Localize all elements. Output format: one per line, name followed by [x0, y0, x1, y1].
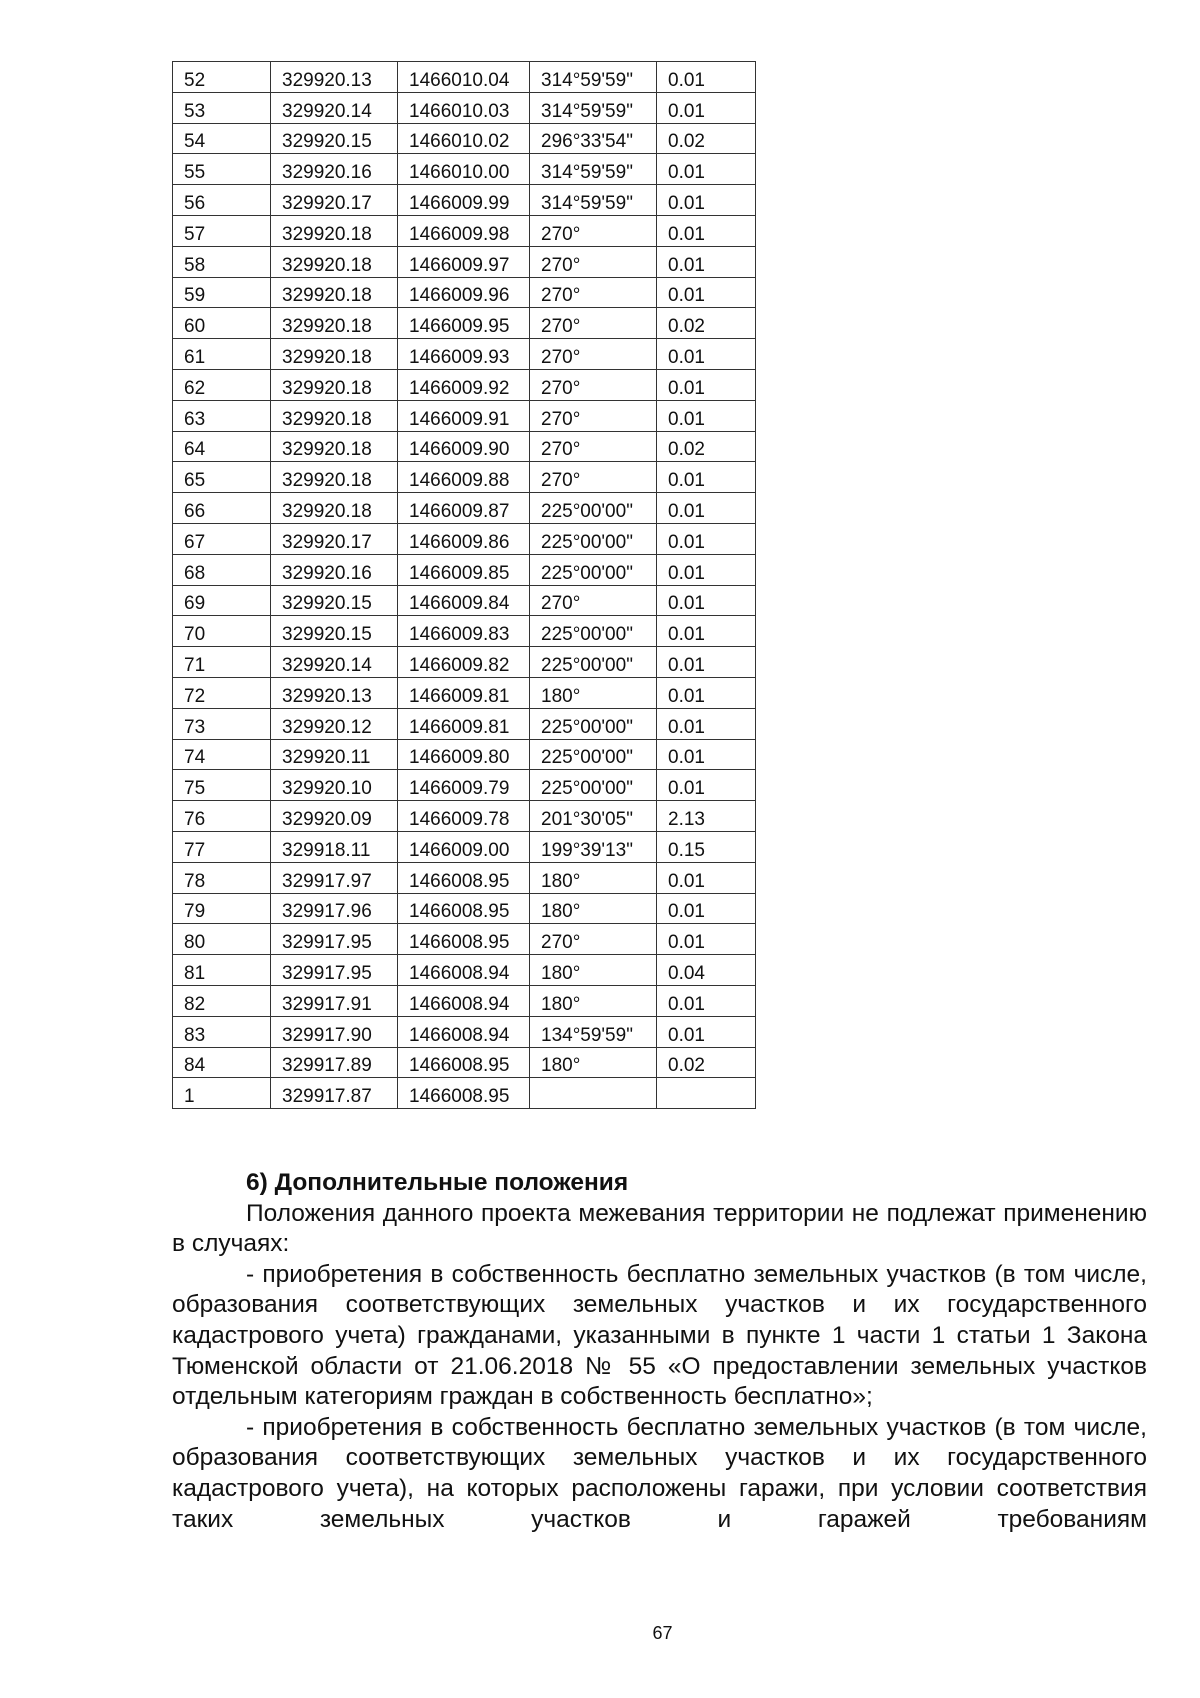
table-cell: 1466009.81: [398, 677, 530, 708]
table-cell: 329920.18: [271, 431, 398, 462]
table-row: [173, 1047, 756, 1078]
table-cell: 76: [173, 801, 271, 832]
table-cell: 1466009.98: [398, 215, 530, 246]
table-cell: 0.01: [657, 493, 756, 524]
table-cell: 329920.18: [271, 308, 398, 339]
table-cell: 225°00'00": [530, 739, 657, 770]
table-cell: 329917.91: [271, 985, 398, 1016]
table-cell: 82: [173, 985, 271, 1016]
table-cell: 1466008.95: [398, 893, 530, 924]
table-cell: 225°00'00": [530, 523, 657, 554]
table-cell: 329917.87: [271, 1078, 398, 1109]
table-cell: 329920.15: [271, 585, 398, 616]
table-cell: 329920.18: [271, 369, 398, 400]
table-row: [173, 1016, 756, 1047]
table-cell: 314°59'59": [530, 92, 657, 123]
table-cell: 0.01: [657, 523, 756, 554]
table-cell: 0.01: [657, 185, 756, 216]
table-cell: 314°59'59": [530, 154, 657, 185]
table-cell: 73: [173, 708, 271, 739]
table-cell: 57: [173, 215, 271, 246]
table-cell: 314°59'59": [530, 62, 657, 93]
table-cell: 180°: [530, 893, 657, 924]
table-cell: 61: [173, 339, 271, 370]
table-cell: 0.01: [657, 585, 756, 616]
section-title: 6) Дополнительные положения: [246, 1169, 629, 1196]
table-cell: 0.01: [657, 62, 756, 93]
table-cell: 134°59'59": [530, 1016, 657, 1047]
table-cell: 0.15: [657, 831, 756, 862]
table-cell: 64: [173, 431, 271, 462]
table-cell: 81: [173, 955, 271, 986]
table-cell: 270°: [530, 246, 657, 277]
table-cell: 0.02: [657, 1047, 756, 1078]
table-row: [173, 369, 756, 400]
table-row: [173, 62, 756, 93]
table-cell: 314°59'59": [530, 185, 657, 216]
table-cell: 74: [173, 739, 271, 770]
table-cell: 0.01: [657, 339, 756, 370]
table-cell: 329917.90: [271, 1016, 398, 1047]
table-cell: 0.01: [657, 277, 756, 308]
table-cell: 1466010.00: [398, 154, 530, 185]
table-cell: 1466008.95: [398, 862, 530, 893]
table-cell: 329917.97: [271, 862, 398, 893]
table-cell: 1466009.97: [398, 246, 530, 277]
table-cell: 270°: [530, 400, 657, 431]
table-cell: 70: [173, 616, 271, 647]
table-row: [173, 246, 756, 277]
table-cell: 0.01: [657, 647, 756, 678]
table-cell: 329920.17: [271, 185, 398, 216]
table-row: [173, 1078, 756, 1109]
table-cell: 329920.14: [271, 647, 398, 678]
table-cell: 270°: [530, 431, 657, 462]
table-cell: 225°00'00": [530, 493, 657, 524]
table-cell: 0.01: [657, 985, 756, 1016]
table-cell: 1466010.03: [398, 92, 530, 123]
table-cell: 78: [173, 862, 271, 893]
table-cell: 63: [173, 400, 271, 431]
table-row: [173, 154, 756, 185]
table-cell: 270°: [530, 308, 657, 339]
table-cell: 72: [173, 677, 271, 708]
table-row: [173, 339, 756, 370]
table-cell: 329920.18: [271, 339, 398, 370]
table-cell: 80: [173, 924, 271, 955]
table-row: [173, 277, 756, 308]
table-cell: 0.02: [657, 308, 756, 339]
table-cell: 1466008.95: [398, 1047, 530, 1078]
table-cell: 0.01: [657, 677, 756, 708]
table-cell: 1466009.78: [398, 801, 530, 832]
table-cell: 329920.12: [271, 708, 398, 739]
table-cell: 329920.17: [271, 523, 398, 554]
table-cell: 0.01: [657, 893, 756, 924]
table-cell: 1466009.92: [398, 369, 530, 400]
table-cell: 68: [173, 554, 271, 585]
table-cell: 0.01: [657, 708, 756, 739]
table-cell: 1466008.94: [398, 1016, 530, 1047]
table-cell: 69: [173, 585, 271, 616]
table-row: [173, 801, 756, 832]
table-cell: 225°00'00": [530, 708, 657, 739]
table-cell: 329920.16: [271, 154, 398, 185]
table-row: [173, 308, 756, 339]
table-cell: 79: [173, 893, 271, 924]
table-cell: 199°39'13": [530, 831, 657, 862]
table-row: [173, 215, 756, 246]
table-cell: 296°33'54": [530, 123, 657, 154]
table-cell: 1466008.94: [398, 955, 530, 986]
table-cell: 0.01: [657, 862, 756, 893]
table-cell: 1466009.87: [398, 493, 530, 524]
paragraph-intro: Положения данного проекта межевания территории не подлежат применению в случаях:: [172, 1199, 1147, 1258]
table-cell: 59: [173, 277, 271, 308]
table-cell: 329917.95: [271, 924, 398, 955]
table-cell: 2.13: [657, 801, 756, 832]
table-cell: 1466009.93: [398, 339, 530, 370]
table-cell: 329920.14: [271, 92, 398, 123]
table-row: [173, 431, 756, 462]
table-row: [173, 123, 756, 154]
table-cell: 1466009.00: [398, 831, 530, 862]
table-cell: 270°: [530, 369, 657, 400]
table-cell: 65: [173, 462, 271, 493]
table-cell: 329918.11: [271, 831, 398, 862]
table-cell: 0.01: [657, 154, 756, 185]
table-cell: 62: [173, 369, 271, 400]
table-cell: 75: [173, 770, 271, 801]
table-cell: 180°: [530, 862, 657, 893]
table-cell: 0.01: [657, 554, 756, 585]
table-cell: 329917.89: [271, 1047, 398, 1078]
table-cell: 329920.18: [271, 400, 398, 431]
table-cell: 0.01: [657, 770, 756, 801]
table-cell: 270°: [530, 585, 657, 616]
table-cell: 1466009.91: [398, 400, 530, 431]
paragraph-item-2: - приобретения в собственность бесплатно земельных участков (в том числе, образования соответствующих земельных участков и их государственного кадастрового учета), на которых расположены гаражи, при условии соответствия таких земельных участков и гаражей требованиям: [172, 1413, 1147, 1533]
table-cell: 329920.13: [271, 677, 398, 708]
table-cell: 1466009.82: [398, 647, 530, 678]
table-cell: 83: [173, 1016, 271, 1047]
table-row: [173, 493, 756, 524]
table-cell: 329920.18: [271, 493, 398, 524]
table-cell: 1466009.80: [398, 739, 530, 770]
table-row: [173, 185, 756, 216]
table-cell: 270°: [530, 924, 657, 955]
table-cell: 0.01: [657, 616, 756, 647]
table-row: [173, 770, 756, 801]
table-cell: 180°: [530, 1047, 657, 1078]
table-cell: 329920.15: [271, 616, 398, 647]
table-cell: 0.01: [657, 215, 756, 246]
table-cell: 0.01: [657, 739, 756, 770]
table-cell: 53: [173, 92, 271, 123]
table-row: [173, 554, 756, 585]
table-cell: 329920.18: [271, 246, 398, 277]
additional-provisions-section: [172, 1168, 1147, 1535]
coordinates-table-body: [173, 62, 756, 1109]
paragraph-item-1: - приобретения в собственность бесплатно земельных участков (в том числе, образования соответствующих земельных участков и их государственного кадастрового учета) гражданами, указанными в пункте 1 части 1 статьи 1 Закона Тюменской области от 21.06.2018 № 55 «О предоставлении земельных участков отдельным категориям граждан в собственность бесплатно»;: [172, 1260, 1147, 1411]
table-row: [173, 708, 756, 739]
table-row: [173, 647, 756, 678]
table-cell: 0.01: [657, 92, 756, 123]
table-cell: 1466009.95: [398, 308, 530, 339]
table-cell: 1466009.84: [398, 585, 530, 616]
table-cell: 67: [173, 523, 271, 554]
table-cell: 0.01: [657, 924, 756, 955]
table-cell: 329920.18: [271, 277, 398, 308]
table-cell: 1466009.86: [398, 523, 530, 554]
table-cell: 55: [173, 154, 271, 185]
table-row: [173, 862, 756, 893]
table-row: [173, 739, 756, 770]
table-cell: 180°: [530, 985, 657, 1016]
table-cell: 84: [173, 1047, 271, 1078]
table-cell: 0.02: [657, 431, 756, 462]
table-cell: 329920.09: [271, 801, 398, 832]
table-row: [173, 616, 756, 647]
table-cell: 329920.15: [271, 123, 398, 154]
table-cell: 329920.10: [271, 770, 398, 801]
table-cell: 201°30'05": [530, 801, 657, 832]
table-cell: 329917.96: [271, 893, 398, 924]
coordinates-table: [172, 61, 756, 1109]
table-cell: 1466009.88: [398, 462, 530, 493]
table-cell: 1466009.85: [398, 554, 530, 585]
table-row: [173, 523, 756, 554]
table-cell: 52: [173, 62, 271, 93]
table-cell: 270°: [530, 339, 657, 370]
table-row: [173, 924, 756, 955]
table-cell: 225°00'00": [530, 647, 657, 678]
table-cell: 180°: [530, 955, 657, 986]
table-cell: 329920.18: [271, 462, 398, 493]
table-cell: 270°: [530, 462, 657, 493]
table-row: [173, 677, 756, 708]
table-cell: 1466008.95: [398, 924, 530, 955]
table-cell: 0.01: [657, 1016, 756, 1047]
table-row: [173, 893, 756, 924]
table-row: [173, 831, 756, 862]
table-cell: 329920.18: [271, 215, 398, 246]
table-cell: 66: [173, 493, 271, 524]
table-cell: 1466009.99: [398, 185, 530, 216]
table-row: [173, 955, 756, 986]
table-cell: 0.01: [657, 369, 756, 400]
table-cell: 71: [173, 647, 271, 678]
table-cell: 225°00'00": [530, 554, 657, 585]
table-cell: 56: [173, 185, 271, 216]
table-cell: 329917.95: [271, 955, 398, 986]
table-cell: 1466008.95: [398, 1078, 530, 1109]
table-cell: 0.02: [657, 123, 756, 154]
table-cell: 0.01: [657, 246, 756, 277]
table-cell: 0.04: [657, 955, 756, 986]
table-row: [173, 92, 756, 123]
table-cell: 1466009.90: [398, 431, 530, 462]
table-cell: 54: [173, 123, 271, 154]
table-row: [173, 400, 756, 431]
table-cell: 270°: [530, 215, 657, 246]
table-cell: 329920.11: [271, 739, 398, 770]
table-row: [173, 985, 756, 1016]
table-cell: 180°: [530, 677, 657, 708]
table-cell: 1466008.94: [398, 985, 530, 1016]
table-cell: 1466010.04: [398, 62, 530, 93]
table-cell: 329920.16: [271, 554, 398, 585]
table-cell: 225°00'00": [530, 770, 657, 801]
table-cell: 329920.13: [271, 62, 398, 93]
table-cell: [657, 1078, 756, 1109]
page-number: 67: [652, 1623, 673, 1643]
table-cell: 1466009.83: [398, 616, 530, 647]
table-cell: 1466009.96: [398, 277, 530, 308]
table-cell: 1466009.79: [398, 770, 530, 801]
table-cell: 77: [173, 831, 271, 862]
table-row: [173, 585, 756, 616]
table-cell: 0.01: [657, 400, 756, 431]
table-cell: 1466009.81: [398, 708, 530, 739]
table-cell: 1: [173, 1078, 271, 1109]
table-cell: 0.01: [657, 462, 756, 493]
table-cell: 60: [173, 308, 271, 339]
table-cell: 58: [173, 246, 271, 277]
table-cell: 1466010.02: [398, 123, 530, 154]
table-cell: 225°00'00": [530, 616, 657, 647]
table-cell: [530, 1078, 657, 1109]
table-cell: 270°: [530, 277, 657, 308]
table-row: [173, 462, 756, 493]
